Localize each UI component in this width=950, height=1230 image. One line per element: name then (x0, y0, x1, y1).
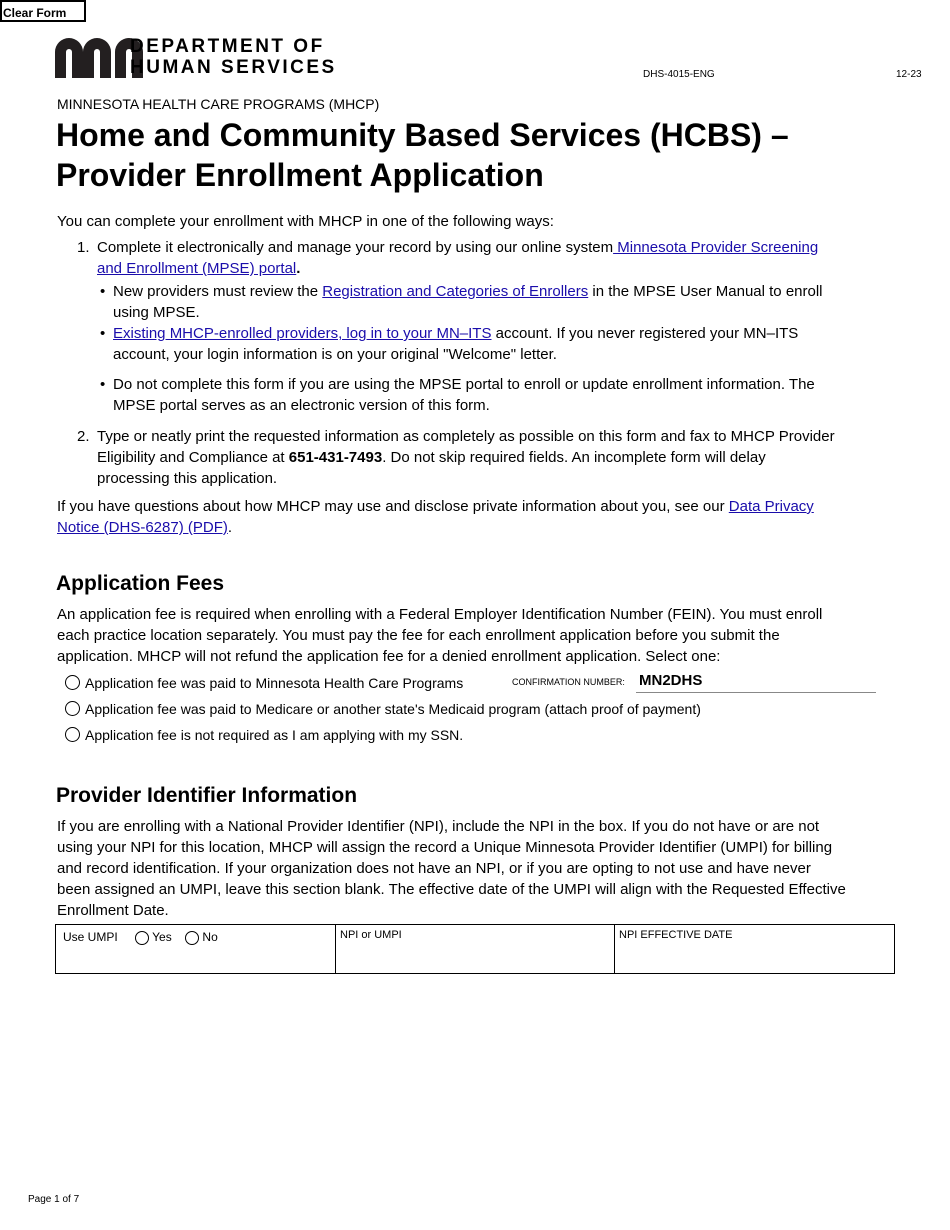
use-umpi-no-label: No (202, 930, 218, 944)
item-2-number: 2. (77, 428, 90, 445)
item-2 (97, 426, 897, 489)
bullet-1-cont: using MPSE. (113, 304, 200, 321)
form-id: DHS-4015-ENG (643, 69, 715, 80)
intro-lead: You can complete your enrollment with MHCP in one of the following ways: (57, 213, 554, 230)
mpse-portal-link-cont[interactable]: and Enrollment (MPSE) portal (97, 260, 297, 277)
confirmation-number-field[interactable] (636, 672, 876, 693)
fee-paid-medicare-label: Application fee was paid to Medicare or another state's Medicaid program (attach proof of payment) (85, 701, 701, 717)
identifier-line-2: using your NPI for this location, MHCP will assign the record a Unique Minnesota Provider Identifier (UMPI) for billing (57, 839, 833, 856)
bullet-2 (100, 323, 903, 365)
program-name: MINNESOTA HEALTH CARE PROGRAMS (MHCP) (57, 96, 380, 112)
npi-umpi-label: NPI or UMPI (340, 929, 402, 941)
item-2-line-3: processing this application. (97, 470, 278, 487)
npi-effective-date-field[interactable] (615, 925, 894, 973)
dept-line-2: HUMAN SERVICES (130, 57, 337, 78)
use-umpi-cell (56, 925, 336, 973)
item-1-end: . (296, 260, 301, 277)
fee-paid-mhcp-radio[interactable] (65, 675, 80, 690)
fees-line-1: An application fee is required when enrolling with a Federal Employer Identification Number (FEIN). You must enroll (57, 606, 823, 623)
item-1-text: Complete it electronically and manage your record by using our online system (97, 239, 614, 256)
bullet-3 (100, 374, 903, 416)
fax-number: 651-431-7493 (288, 449, 383, 466)
bullet-2-post: account. If you never registered your MN–ITS (491, 325, 799, 342)
use-umpi-yes-label: Yes (152, 930, 172, 944)
identifier-line-4: been assigned an UMPI, leave this section blank. The effective date of the UMPI will align with the Requested Effective (57, 881, 846, 898)
privacy-end: . (227, 519, 233, 536)
fee-paid-medicare-radio[interactable] (65, 701, 80, 716)
title-line-1: Home and Community Based Services (HCBS) – (56, 117, 789, 153)
use-umpi-no-radio[interactable] (185, 931, 199, 945)
confirmation-number-label: CONFIRMATION NUMBER: (512, 677, 625, 687)
privacy-paragraph (57, 496, 897, 538)
bullet-3-line-1: Do not complete this form if you are using the MPSE portal to enroll or update enrollment information. The (113, 376, 815, 393)
page-number: Page 1 of 7 (28, 1194, 80, 1205)
dept-line-1: DEPARTMENT OF (130, 36, 325, 57)
bullet-1 (100, 281, 903, 323)
bullet-mark: • (100, 376, 106, 393)
registration-categories-link[interactable]: Registration and Categories of Enrollers (322, 283, 589, 300)
npi-umpi-field[interactable] (336, 925, 615, 973)
fee-not-required-label: Application fee is not required as I am applying with my SSN. (85, 727, 464, 743)
mpse-portal-link[interactable]: Minnesota Provider Screening (613, 239, 819, 256)
mn-its-login-link[interactable]: Existing MHCP-enrolled providers, log in to your MN–ITS (113, 325, 492, 342)
identifier-table (55, 924, 895, 974)
fees-line-2: each practice location separately. You must pay the fee for each enrollment application before you submit the (57, 627, 780, 644)
confirmation-number-value: MN2DHS (639, 672, 703, 689)
use-umpi-label: Use UMPI (63, 930, 118, 944)
bullet-3-line-2: MPSE portal serves as an electronic version of this form. (113, 397, 490, 414)
item-2-line-1: Type or neatly print the requested information as completely as possible on this form and fax to MHCP Provider (97, 428, 835, 445)
fee-paid-mhcp-label: Application fee was paid to Minnesota Health Care Programs (85, 675, 464, 691)
bullet-1-pre: New providers must review the (113, 283, 323, 300)
item-1 (97, 237, 897, 279)
fee-not-required-radio[interactable] (65, 727, 80, 742)
fees-line-3: application. MHCP will not refund the application fee for a denied enrollment application. Select one: (57, 648, 721, 665)
identifier-line-3: and record identification. If your organization does not have an NPI, or if you are opting to not use and have never (57, 860, 811, 877)
fees-heading: Application Fees (56, 572, 225, 595)
item-1-number: 1. (77, 239, 90, 256)
identifier-line-5: Enrollment Date. (57, 902, 169, 919)
clear-form-button[interactable]: Clear Form (0, 0, 86, 22)
privacy-pre: If you have questions about how MHCP may use and disclose private information about you, see our (57, 498, 729, 515)
revision-date: 12-23 (896, 69, 922, 80)
identifier-paragraph (57, 816, 917, 921)
item-2-pre: Eligibility and Compliance at (97, 449, 289, 466)
bullet-mark: • (100, 325, 106, 342)
page-title (56, 115, 926, 195)
title-line-2: Provider Enrollment Application (56, 157, 544, 193)
identifier-line-1: If you are enrolling with a National Provider Identifier (NPI), include the NPI in the box. If you do not have or are not (57, 818, 820, 835)
npi-effective-date-label: NPI EFFECTIVE DATE (619, 929, 733, 941)
bullet-2-cont: account, your login information is on your original "Welcome" letter. (113, 346, 557, 363)
use-umpi-yes-radio[interactable] (135, 931, 149, 945)
bullet-1-post: in the MPSE User Manual to enroll (588, 283, 823, 300)
bullet-mark: • (100, 283, 106, 300)
fees-paragraph (57, 604, 917, 667)
identifier-heading: Provider Identifier Information (56, 784, 358, 807)
data-privacy-link[interactable]: Data Privacy (728, 498, 814, 515)
item-2-post: . Do not skip required fields. An incomplete form will delay (382, 449, 766, 466)
data-privacy-link-cont[interactable]: Notice (DHS-6287) (PDF) (57, 519, 228, 536)
dept-name (130, 36, 337, 78)
